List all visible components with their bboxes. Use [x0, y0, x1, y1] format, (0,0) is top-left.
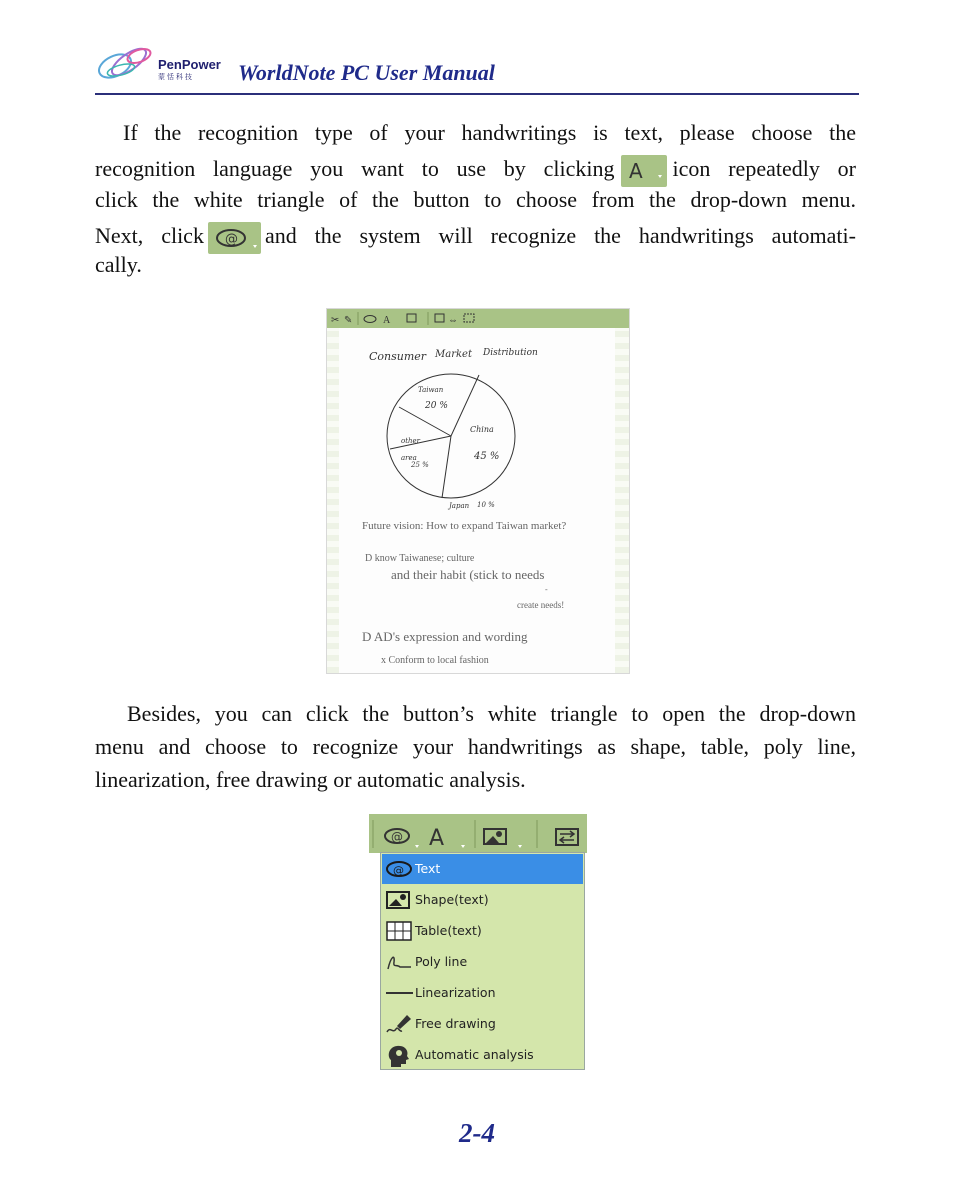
- table-icon: [385, 919, 413, 943]
- menu-item-label: Table(text): [415, 923, 482, 938]
- scissors-icon: ✂: [331, 315, 340, 326]
- paragraph-1-line: click the white triangle of the button to choose from the drop-down menu.: [95, 187, 856, 212]
- menu-item-label: Shape(text): [415, 892, 489, 907]
- language-button: [621, 155, 667, 187]
- svg-text:A: A: [628, 158, 643, 183]
- paragraph-2-line: menu and choose to recognize your handwritings as shape, table, poly line,: [95, 734, 856, 759]
- paragraph-2-line: Besides, you can click the button’s white triangle to open the drop-down: [127, 701, 856, 726]
- menu-item-table[interactable]: [382, 916, 583, 946]
- menu-item-polyline[interactable]: [382, 947, 583, 977]
- polyline-icon: [385, 950, 413, 974]
- swap-icon: ⇔: [448, 315, 458, 326]
- toolbar: [369, 814, 587, 853]
- menu-item-label: Poly line: [415, 954, 468, 969]
- menu-item-linearization[interactable]: [382, 978, 583, 1008]
- toolbar-icons: [369, 814, 587, 853]
- penpower-logo: [95, 42, 157, 84]
- recognition-dropdown-menu: [380, 852, 585, 1070]
- menu-item-label: Text: [415, 861, 441, 876]
- recognized-line: Future vision: How to expand Taiwan market?: [362, 520, 567, 532]
- recognize-button: [208, 222, 261, 254]
- menu-item-free-drawing[interactable]: [382, 1009, 583, 1039]
- recognized-line: and their habit (stick to needs: [391, 567, 545, 582]
- pen-icon: ✎: [344, 315, 353, 326]
- brand-name: PenPower: [158, 57, 221, 72]
- recognized-line: create needs!: [517, 600, 565, 610]
- image-icon: [435, 314, 444, 322]
- svg-text:A: A: [429, 826, 445, 851]
- pie-value: 25 %: [411, 461, 429, 469]
- pie-value: 45 %: [474, 451, 500, 462]
- pie-value: 20 %: [425, 401, 448, 411]
- menu-item-label: Automatic analysis: [415, 1047, 534, 1062]
- recognize-icon: [208, 222, 261, 254]
- line-icon: [385, 981, 413, 1005]
- toolbar-icons: [327, 309, 629, 328]
- manual-title: WorldNote PC User Manual: [238, 60, 495, 85]
- brand-subtitle: 蒙恬科技: [158, 73, 194, 81]
- language-icon: A: [383, 315, 391, 326]
- page-number: 2-4: [459, 1118, 495, 1148]
- paragraph-1-text: recognition language you want to use by clicking: [95, 156, 615, 181]
- svg-text:@: @: [224, 231, 238, 247]
- pie-value: 10 %: [477, 501, 495, 509]
- handwriting-title: Consumer: [369, 350, 427, 363]
- paragraph-1-line: cally.: [95, 252, 142, 277]
- recognize-icon: [385, 829, 419, 848]
- header-rule: [95, 93, 859, 95]
- svg-text:@: @: [391, 830, 403, 844]
- head-icon: [385, 1043, 413, 1069]
- svg-text:@: @: [393, 864, 404, 877]
- dropdown-screenshot: [369, 814, 587, 1072]
- menu-item-label: Linearization: [415, 985, 496, 1000]
- recognized-line: D AD's expression and wording: [362, 629, 528, 644]
- paragraph-1-line: If the recognition type of your handwritings is text, please choose the: [123, 120, 856, 145]
- pie-label: China: [470, 425, 494, 434]
- note-screenshot: [326, 308, 630, 674]
- menu-item-text[interactable]: [382, 854, 583, 884]
- language-icon: [621, 155, 667, 187]
- language-icon: [429, 826, 465, 851]
- insert-icon: [407, 314, 416, 322]
- swap-icon: [556, 829, 578, 845]
- page-margin-right: [615, 328, 629, 673]
- shape-icon: [385, 888, 413, 912]
- paragraph-2-line: linearization, free drawing or automatic analysis.: [95, 767, 526, 792]
- paragraph-2: [95, 697, 856, 796]
- menu-item-shape[interactable]: [382, 885, 583, 915]
- paragraph-1-text: and the system will recognize the handwritings automati-: [264, 223, 856, 248]
- brush-icon: [385, 1012, 413, 1036]
- handwriting-title: Distribution: [483, 348, 538, 358]
- paragraph-1: [95, 116, 856, 281]
- recognized-line: -: [545, 585, 548, 594]
- recognized-line: D know Taiwanese; culture: [365, 553, 475, 564]
- menu-item-label: Free drawing: [415, 1016, 496, 1031]
- recognize-icon: [364, 316, 376, 323]
- pie-label: Japan: [449, 502, 470, 510]
- handwriting-title: Market: [435, 349, 472, 360]
- paragraph-1-line: [95, 216, 856, 256]
- image-icon: [484, 829, 522, 848]
- paragraph-1-text: icon repeatedly or: [672, 156, 856, 181]
- menu-item-automatic-analysis[interactable]: [382, 1040, 583, 1070]
- toolbar: [327, 309, 629, 328]
- page-margin-left: [327, 328, 339, 673]
- recognized-line: x Conform to local fashion: [381, 655, 489, 666]
- select-icon: [464, 314, 474, 322]
- paragraph-1-text: Next, click: [95, 223, 204, 248]
- recognize-icon: [385, 857, 413, 881]
- pie-label: other area: [401, 437, 421, 462]
- pie-label: Taiwan: [418, 386, 444, 394]
